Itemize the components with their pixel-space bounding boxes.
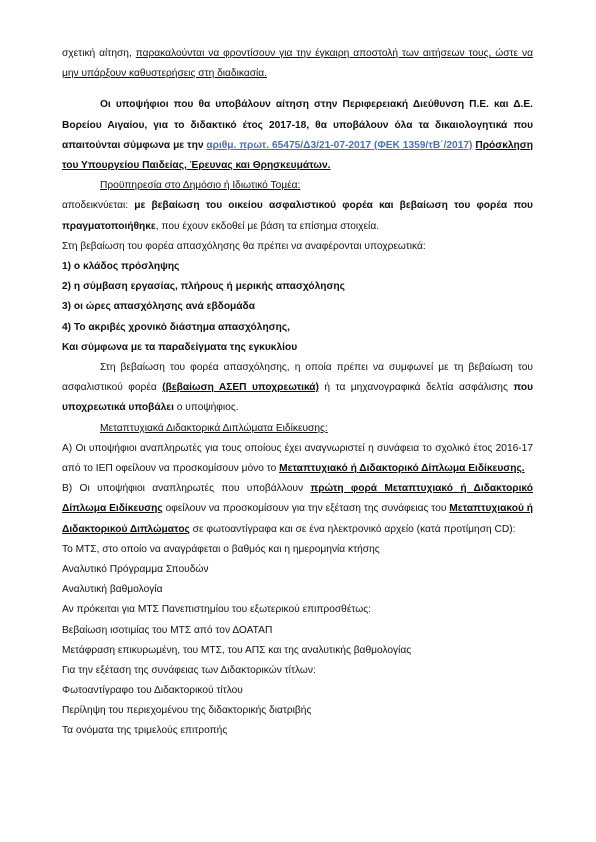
experience-heading: Προϋπηρεσία στο Δημόσιο ή Ιδιωτικό Τομέα:: [100, 180, 301, 192]
ministry-invitation-text: Πρόσκληση του Υπουργείου Παιδείας, Έρευνας και Θρησκευμάτων.: [62, 139, 533, 172]
document-list-item: Το ΜΤΣ, στο οποίο να αναγράφεται ο βαθμός και η ημερομηνία κτήσης: [62, 543, 380, 555]
document-list-item: Αναλυτικό Πρόγραμμα Σπουδών: [62, 563, 209, 575]
document-list-item: Περίληψη του περιεχομένου της διδακτορικής διατριβής: [62, 705, 312, 717]
document-list-item: Αναλυτική βαθμολογία: [62, 584, 163, 596]
requirement-item: 1) ο κλάδος πρόσληψης: [62, 261, 180, 272]
intro-paragraph: [62, 44, 533, 84]
degrees-heading: Μεταπτυχιακά Διδακτορικά Διπλώματα Ειδίκευσης:: [100, 422, 328, 434]
document-list-item: Φωτοαντίγραφο του Διδακτορικού τίτλου: [62, 685, 243, 697]
experience-proof-bold: με βεβαίωση του οικείου ασφαλιστικού φορέα και βεβαίωση του φορέα που πραγματοποιήθηκε: [62, 200, 533, 232]
employer-consistency-paragraph: Στη βεβαίωση του φορέα απασχόλησης, η οποία πρέπει να συμφωνεί με τη βεβαίωση του ασφαλιστικού φορέα (βεβαίωση ΑΣΕΠ υποχρεωτικά) ή τα μηχανογραφικά δελτία ασφάλισης που υποχρεωτικά υποβάλει ο υποψήφιος.: [62, 361, 533, 414]
circular-reference-link[interactable]: αριθμ. πρωτ. 65475/Δ3/21-07-2017 (ΦΕΚ 1359/τΒ΄/2017): [206, 139, 473, 151]
degrees-case-a-paragraph: Α) Οι υποψήφιοι αναπληρωτές για τους οποίους έχει αναγνωριστεί η συνάφεια το σχολικό έτος 2016-17 από το ΙΕΠ οφείλουν να προσκομίσουν μόνο το Μεταπτυχιακό ή Διδακτορικό Δίπλωμα Ειδίκευσης.: [62, 442, 533, 474]
mandatory-submission-text: που υποχρεωτικά υποβάλει: [62, 382, 533, 414]
north-aegean-paragraph: [62, 95, 533, 176]
degree-title-text: Μεταπτυχιακό ή Διδακτορικό Δίπλωμα Ειδίκευσης.: [279, 462, 525, 474]
requirement-item: 2) η σύμβαση εργασίας, πλήρους ή μερικής απασχόλησης: [62, 281, 345, 293]
document-list-item: Για την εξέταση της συνάφειας των Διδακτορικών τίτλων:: [62, 664, 316, 676]
asep-certificate-text: (βεβαίωση ΑΣΕΠ υποχρεωτικά): [162, 382, 319, 394]
document-list-item: Μετάφραση επικυρωμένη, του ΜΤΣ, του ΑΠΣ και της αναλυτικής βαθμολογίας: [62, 644, 412, 656]
requirement-item: Και σύμφωνα με τα παραδείγματα της εγκυκλίου: [62, 341, 298, 353]
first-submission-text: πρώτη φορά Μεταπτυχιακό ή Διδακτορικό Δίπλωμα Ειδίκευσης: [62, 483, 533, 515]
degrees-case-b-paragraph: Β) Οι υποψήφιοι αναπληρωτές που υποβάλλουν πρώτη φορά Μεταπτυχιακό ή Διδακτορικό Δίπλωμα Ειδίκευσης οφείλουν να προσκομίσουν για την εξέταση της συνάφειας του Μεταπτυχιακού ή Διδακτορικού Διπλώματος σε φωτοαντίγραφα και σε ένα ηλεκτρονικό αρχείο (κατά προτίμηση CD):: [62, 483, 533, 535]
document-list-item: Τα ονόματα της τριμελούς επιτροπής: [62, 725, 228, 737]
document-list-item: Αν πρόκειται για ΜΤΣ Πανεπιστημίου του εξωτερικού επιπροσθέτως:: [62, 604, 371, 616]
degree-name-text: Μεταπτυχιακού ή Διδακτορικού Διπλώματος: [62, 503, 533, 535]
requirement-item: 3) οι ώρες απασχόλησης ανά εβδομάδα: [62, 301, 255, 313]
intro-text: σχετική αίτηση,: [62, 48, 136, 59]
experience-proof-paragraph: αποδεικνύεται: με βεβαίωση του οικείου ασφαλιστικού φορέα και βεβαίωση του φορέα που πραγματοποιήθηκε, που έχουν εκδοθεί με βάση τα επίσημα στοιχεία.: [62, 200, 533, 232]
intro-underlined-text: παρακαλούνται να φροντίσουν για την έγκαιρη αποστολή των αιτήσεων τους, ώστε να μην υπάρξουν καθυστερήσεις στη διαδικασία.: [62, 48, 533, 80]
requirement-item: 4) Το ακριβές χρονικό διάστημα απασχόλησης,: [62, 321, 290, 333]
north-aegean-text: Οι υποψήφιοι που θα υποβάλουν αίτηση στην Περιφερειακή Διεύθυνση Π.Ε. και Δ.Ε. Βορείου Αιγαίου, για το διδακτικό έτος 2017-18, θα υποβάλουν όλα τα δικαιολογητικά που απαιτούνται σύμφωνα με την: [62, 99, 533, 151]
document-page: [62, 44, 533, 742]
document-list-item: Βεβαίωση ισοτιμίας του ΜΤΣ από τον ΔΟΑΤΑΠ: [62, 624, 273, 636]
employer-certificate-note: Στη βεβαίωση του φορέα απασχόλησης θα πρέπει να αναφέρονται υποχρεωτικά:: [62, 240, 426, 252]
